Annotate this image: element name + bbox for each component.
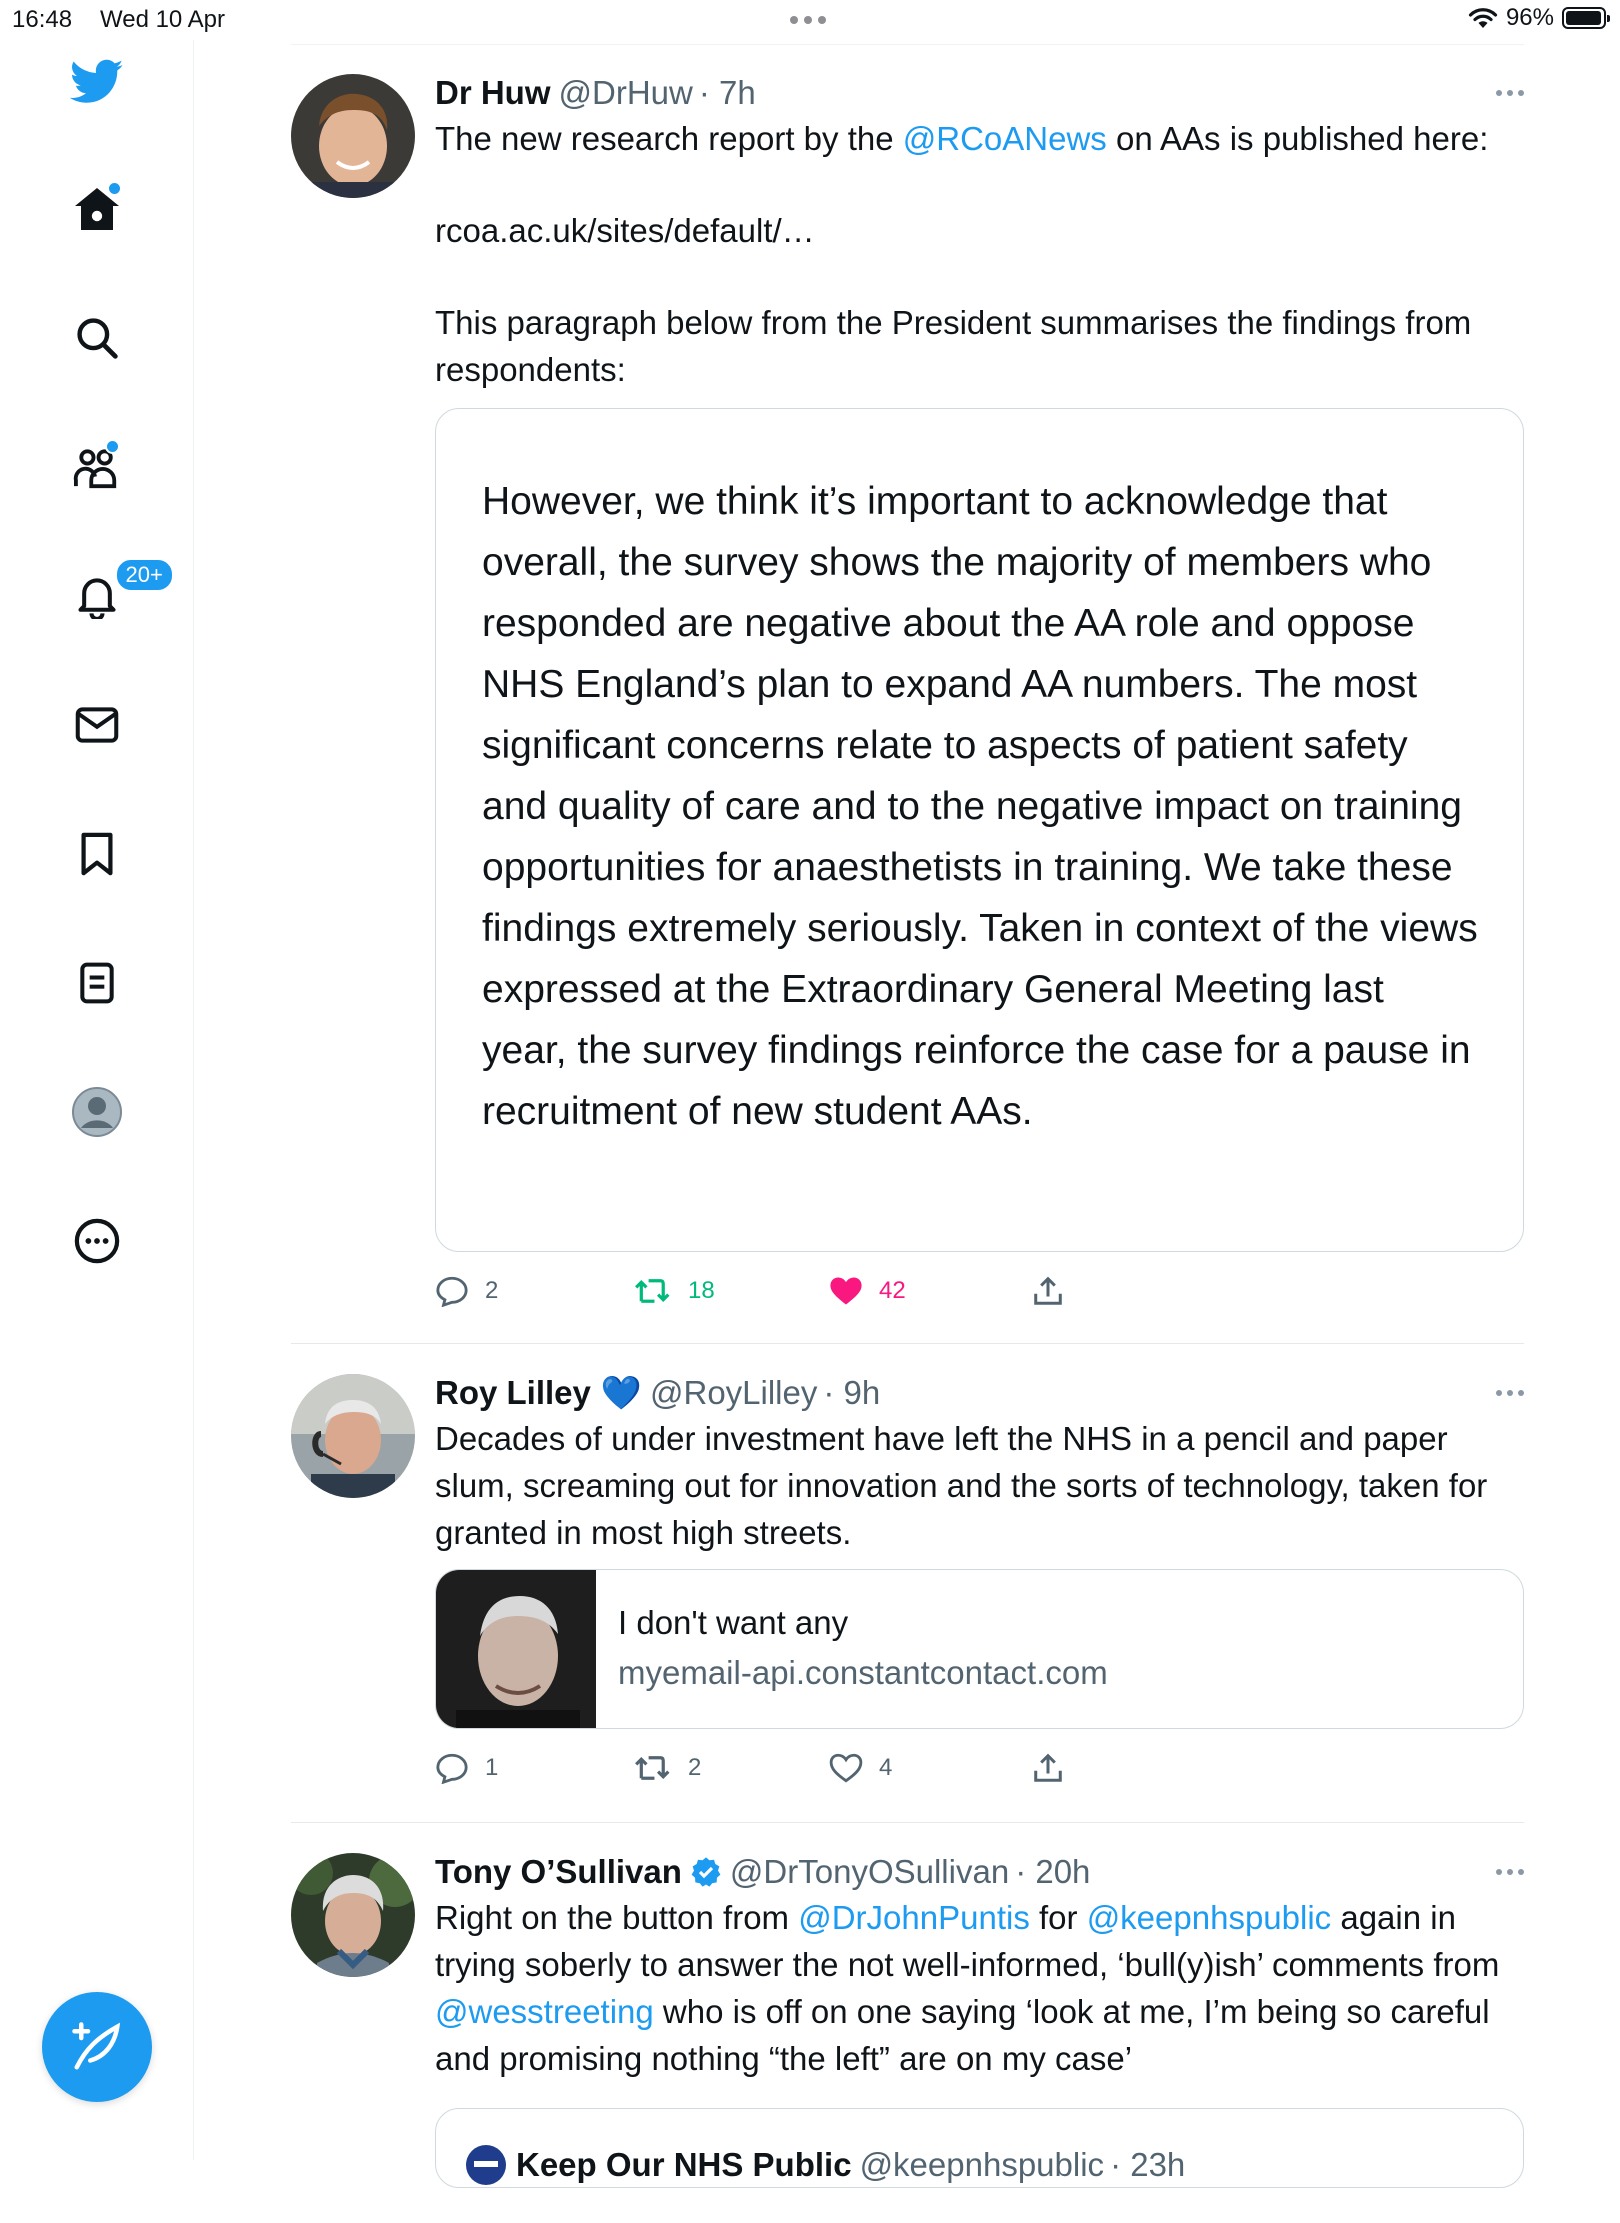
like-button[interactable] <box>829 1753 892 1783</box>
like-count: 42 <box>879 1277 906 1304</box>
mention-link[interactable]: @wesstreeting <box>435 1993 654 2030</box>
embedded-tweet-card[interactable] <box>435 2108 1524 2188</box>
tweet-header <box>435 68 1524 118</box>
avatar[interactable] <box>291 1374 415 1498</box>
multitasking-dots-icon[interactable] <box>790 16 826 24</box>
embedded-avatar <box>466 2145 506 2185</box>
embedded-author-handle[interactable]: @keepnhspublic <box>859 2146 1105 2183</box>
tweet[interactable] <box>291 44 1524 1344</box>
share-icon <box>1033 1753 1063 1783</box>
tweet-header <box>435 1368 1524 1418</box>
link-preview-title: I don't want any <box>618 1604 849 1641</box>
tweet-text: Decades of under investment have left the NHS in a pencil and paper slum, screaming out for innovation and the sorts of technology, taken for granted in most high streets. <box>435 1420 1488 1551</box>
author-handle[interactable]: @RoyLilley <box>649 1374 818 1411</box>
notifications-bell-icon[interactable] <box>65 562 163 628</box>
reply-count: 2 <box>485 1277 499 1304</box>
retweet-button[interactable] <box>634 1277 715 1305</box>
link-preview-text <box>596 1570 1130 1728</box>
verified-badge-icon <box>690 1856 722 1888</box>
quote-image-card[interactable] <box>435 408 1524 1252</box>
tweet[interactable] <box>291 1823 1524 2223</box>
reply-button[interactable] <box>435 1275 498 1307</box>
like-count: 4 <box>879 1754 893 1781</box>
share-button[interactable] <box>1033 1753 1063 1783</box>
embedded-author-name[interactable]: Keep Our NHS Public <box>516 2146 852 2183</box>
reply-icon <box>435 1752 469 1784</box>
tweet-text-part: again in trying soberly to answer the not well-informed, ‘bull(y)ish’ comments from <box>435 1899 1500 1983</box>
more-options-icon[interactable] <box>1496 1869 1524 1875</box>
link-preview-thumbnail <box>436 1570 596 1729</box>
reply-icon <box>435 1275 469 1307</box>
messages-envelope-icon[interactable] <box>65 693 129 757</box>
tweet-text <box>435 115 1524 162</box>
author-handle[interactable]: @DrHuw <box>558 74 693 111</box>
link-preview-card[interactable] <box>435 1569 1524 1729</box>
compose-tweet-button[interactable] <box>42 1992 152 2102</box>
tweet-text-part: who is off on one saying ‘look at me, I’m being so careful and promising nothing “the left” are on my case’ <box>435 1993 1490 2077</box>
tweet-text <box>435 1894 1510 2082</box>
status-bar <box>0 0 1620 40</box>
like-button[interactable] <box>829 1276 906 1306</box>
compose-feather-icon <box>70 2020 124 2074</box>
wifi-icon <box>1468 6 1498 30</box>
author-handle[interactable]: @DrTonyOSullivan <box>729 1853 1010 1890</box>
bookmarks-icon[interactable] <box>65 822 129 886</box>
tweet-header <box>435 1847 1524 1897</box>
blue-heart-emoji: 💙 <box>600 1373 642 1411</box>
tweet-time[interactable]: · 7h <box>698 74 756 111</box>
more-options-icon[interactable] <box>1496 90 1524 96</box>
tweet-text-part: The new research report by the <box>435 120 903 157</box>
heart-filled-icon <box>829 1276 863 1306</box>
home-icon[interactable] <box>65 177 129 241</box>
tweet-text-part: Right on the button from <box>435 1899 799 1936</box>
reply-count: 1 <box>485 1754 499 1781</box>
battery-percent: 96% <box>1505 4 1554 31</box>
retweet-icon <box>634 1754 672 1782</box>
mention-link[interactable]: @RCoANews <box>902 120 1107 157</box>
retweet-count: 2 <box>688 1754 702 1781</box>
more-options-icon[interactable] <box>65 1209 129 1273</box>
heart-icon <box>829 1753 863 1783</box>
tweet-time[interactable]: · 9h <box>823 1374 881 1411</box>
twitter-logo-icon[interactable] <box>65 50 129 114</box>
tweet-time[interactable]: · 20h <box>1015 1853 1091 1890</box>
share-button[interactable] <box>1033 1276 1063 1306</box>
author-name[interactable]: Roy Lilley <box>435 1374 591 1411</box>
status-time: 16:48 <box>12 6 73 33</box>
timeline <box>291 44 1524 2223</box>
lists-icon[interactable] <box>65 951 129 1015</box>
tweet-actions <box>435 1729 1524 1807</box>
mention-link[interactable]: @keepnhspublic <box>1086 1899 1332 1936</box>
url-link[interactable]: rcoa.ac.uk/sites/default/… <box>435 212 815 249</box>
avatar[interactable] <box>291 74 415 198</box>
battery-icon <box>1562 7 1606 29</box>
retweet-button[interactable] <box>634 1754 701 1782</box>
communities-icon[interactable] <box>65 435 129 499</box>
status-date: Wed 10 Apr <box>100 6 225 33</box>
avatar[interactable] <box>291 1853 415 1977</box>
tweet-paragraph: This paragraph below from the President summarises the findings from respondents: <box>435 304 1472 388</box>
retweet-icon <box>634 1277 672 1305</box>
share-icon <box>1033 1276 1063 1306</box>
quote-text: However, we think it’s important to acknowledge that overall, the survey shows the majority of members who responded are negative about the AA role and oppose NHS England’s plan to expand AA numbers. The most significant concerns relate to aspects of patient safety and quality of care and to the negative impact on training opportunities for anaesthetists in training. We take these findings extremely seriously. Taken in context of the views expressed at the Extraordinary General Meeting last year, the survey findings reinforce the case for a pause in recruitment of new student AAs. <box>482 480 1478 1133</box>
tweet-text-part: for <box>1029 1899 1087 1936</box>
notifications-badge: 20+ <box>115 558 174 592</box>
author-name[interactable]: Tony O’Sullivan <box>435 1853 682 1890</box>
reply-button[interactable] <box>435 1752 498 1784</box>
author-name[interactable]: Dr Huw <box>435 74 551 111</box>
more-options-icon[interactable] <box>1496 1390 1524 1396</box>
link-preview-domain: myemail-api.constantcontact.com <box>618 1654 1108 1691</box>
retweet-count: 18 <box>688 1277 715 1304</box>
search-icon[interactable] <box>65 306 129 370</box>
mention-link[interactable]: @DrJohnPuntis <box>798 1899 1030 1936</box>
profile-avatar-icon[interactable] <box>65 1080 129 1144</box>
sidebar <box>0 40 194 2160</box>
tweet-actions <box>435 1252 1524 1330</box>
embedded-tweet-time[interactable]: · 23h <box>1110 2146 1186 2183</box>
tweet[interactable] <box>291 1344 1524 1823</box>
tweet-text-part: on AAs is published here: <box>1106 120 1489 157</box>
